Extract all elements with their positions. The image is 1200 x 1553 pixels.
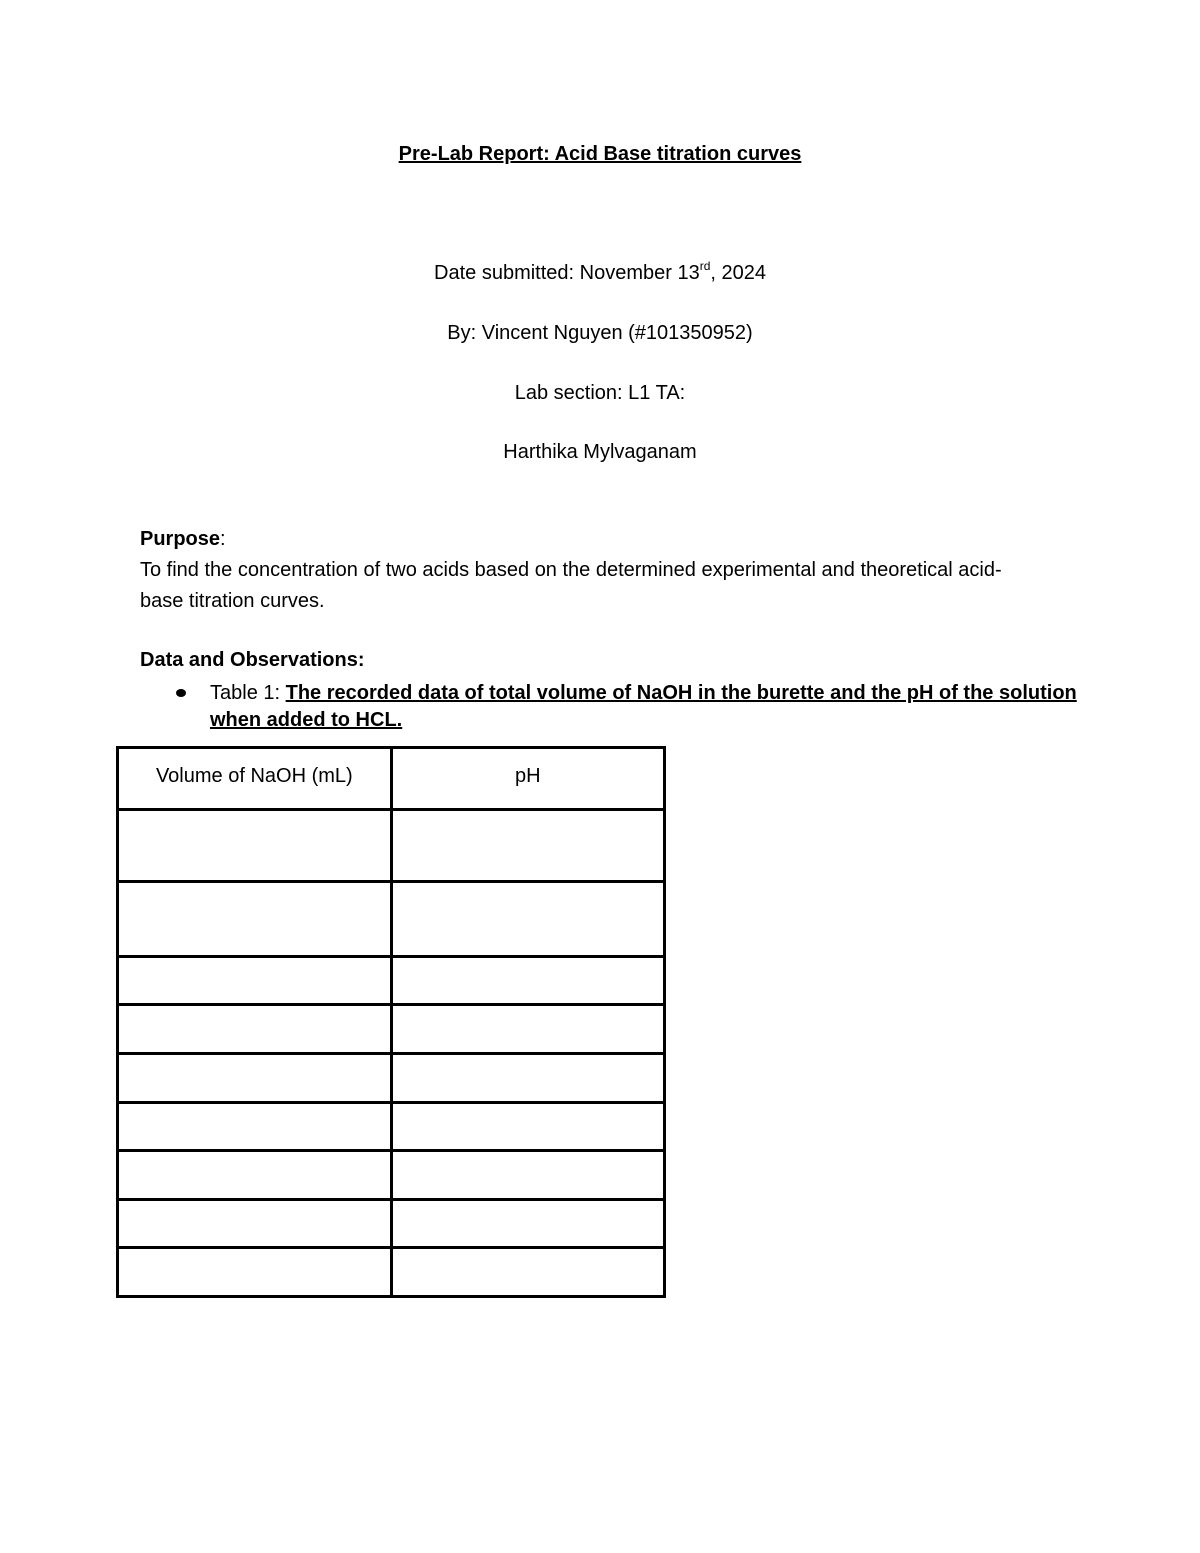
table-cell-ph xyxy=(391,1248,664,1297)
date-superscript: rd xyxy=(699,259,711,273)
lab-section-line: Lab section: L1 TA: xyxy=(514,382,686,404)
table-row xyxy=(118,1103,665,1151)
purpose-text: To find the concentration of two acids based on the determined experimental and theoretical acid-base titration curves. xyxy=(140,559,1002,612)
table-cell-ph xyxy=(391,1054,664,1103)
table-row xyxy=(118,957,665,1005)
table-row xyxy=(118,1054,665,1103)
table-row xyxy=(118,882,665,957)
table-cell-ph xyxy=(391,810,664,882)
table-cell-volume xyxy=(118,810,392,882)
table-cell-volume xyxy=(118,957,392,1005)
table-row xyxy=(118,1151,665,1200)
author-line: By: Vincent Nguyen (#101350952) xyxy=(447,322,753,344)
purpose-heading-colon: : xyxy=(220,528,226,550)
table-cell-ph xyxy=(391,1005,664,1054)
table-cell-volume xyxy=(118,1103,392,1151)
table-row xyxy=(118,1200,665,1248)
data-observations-heading: Data and Observations: xyxy=(140,649,365,671)
table-cell-volume xyxy=(118,882,392,957)
table-cell-volume xyxy=(118,1151,392,1200)
table-caption: The recorded data of total volume of NaOH in the burette and the pH of the solution when added to HCL. xyxy=(210,682,1077,731)
table-header-row xyxy=(118,748,665,810)
table-cell-ph xyxy=(391,1103,664,1151)
table-caption-text xyxy=(210,680,1080,734)
date-prefix: Date submitted: November 13 xyxy=(434,262,700,284)
table-cell-volume xyxy=(118,1248,392,1297)
date-suffix: , 2024 xyxy=(710,262,766,284)
table-row xyxy=(118,1248,665,1297)
data-table xyxy=(116,746,666,1298)
document-title: Pre-Lab Report: Acid Base titration curves xyxy=(398,143,802,165)
table-cell-volume xyxy=(118,1054,392,1103)
table-caption-item xyxy=(140,680,1080,734)
bullet-icon xyxy=(176,689,186,697)
table-cell-ph xyxy=(391,1151,664,1200)
table-cell-volume xyxy=(118,1005,392,1054)
date-submitted-line xyxy=(0,259,1200,285)
purpose-heading-text: Purpose xyxy=(140,528,221,550)
table-cell-ph xyxy=(391,957,664,1005)
table-label: Table 1: xyxy=(210,682,286,704)
table-cell-volume xyxy=(118,1200,392,1248)
table-row xyxy=(118,1005,665,1054)
table-header-volume: Volume of NaOH (mL) xyxy=(118,748,392,810)
ta-name: Harthika Mylvaganam xyxy=(503,441,697,463)
table-row xyxy=(118,810,665,882)
purpose-heading xyxy=(140,528,226,551)
table-cell-ph xyxy=(391,882,664,957)
table-header-ph: pH xyxy=(391,748,664,810)
table-cell-ph xyxy=(391,1200,664,1248)
